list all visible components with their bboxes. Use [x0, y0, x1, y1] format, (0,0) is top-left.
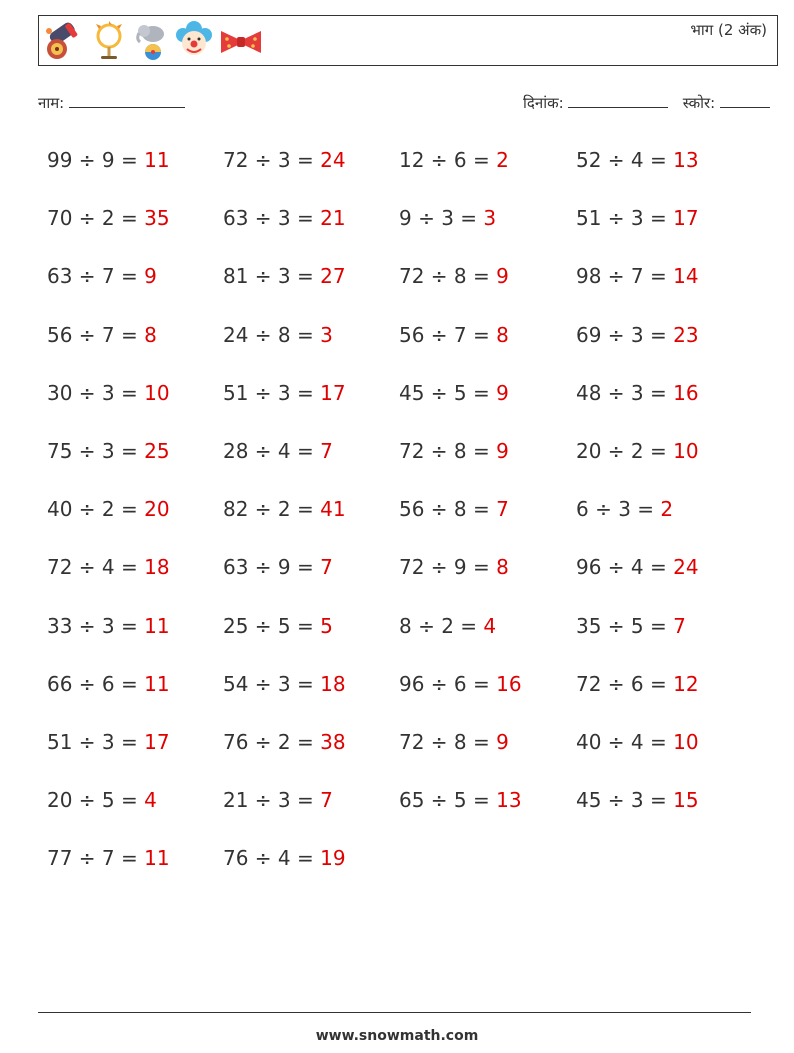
division-problem	[223, 780, 333, 820]
problem-question: 54 ÷ 3 =	[223, 671, 321, 696]
problem-question: 66 ÷ 6 =	[47, 671, 145, 696]
division-problem	[399, 780, 522, 820]
problem-answer: 7	[320, 788, 333, 813]
worksheet-header	[38, 15, 778, 66]
problem-question: 30 ÷ 3 =	[47, 380, 145, 405]
problem-answer: 25	[144, 438, 170, 463]
problem-row	[0, 606, 794, 664]
problem-question: 21 ÷ 3 =	[223, 788, 321, 813]
problem-answer: 16	[673, 380, 699, 405]
score-label: स्कोर:	[682, 94, 716, 112]
problem-answer: 11	[144, 148, 170, 172]
problem-answer: 10	[144, 380, 170, 405]
problem-question: 51 ÷ 3 =	[47, 729, 145, 754]
problem-question: 72 ÷ 8 =	[399, 729, 497, 754]
problem-question: 45 ÷ 3 =	[576, 788, 674, 813]
problem-row	[0, 722, 794, 780]
problem-answer: 24	[320, 148, 346, 172]
problem-question: 48 ÷ 3 =	[576, 380, 674, 405]
division-problem	[47, 664, 170, 704]
problem-question: 76 ÷ 4 =	[223, 846, 321, 871]
division-problem	[47, 489, 170, 529]
problem-answer: 21	[320, 206, 346, 231]
division-problem	[47, 256, 157, 296]
division-problem	[223, 256, 346, 296]
problem-question: 35 ÷ 5 =	[576, 613, 674, 638]
division-problem	[47, 547, 170, 587]
problem-answer: 18	[144, 555, 170, 580]
problem-answer: 9	[496, 380, 509, 405]
division-problem	[576, 489, 673, 529]
division-problem	[399, 256, 509, 296]
problem-question: 28 ÷ 4 =	[223, 438, 321, 463]
problem-question: 51 ÷ 3 =	[576, 206, 674, 231]
problem-answer: 18	[320, 671, 346, 696]
problem-question: 56 ÷ 7 =	[399, 322, 497, 347]
bow-tie-icon	[219, 21, 263, 61]
problem-question: 98 ÷ 7 =	[576, 264, 674, 289]
problem-row	[0, 140, 794, 198]
problem-question: 33 ÷ 3 =	[47, 613, 145, 638]
division-problem	[47, 838, 170, 878]
problem-answer: 7	[673, 613, 686, 638]
division-problem	[576, 780, 699, 820]
problem-question: 96 ÷ 6 =	[399, 671, 497, 696]
problem-row	[0, 489, 794, 547]
problem-answer: 9	[144, 264, 157, 289]
date-score-fields	[523, 93, 770, 113]
problem-answer: 2	[660, 497, 674, 522]
problem-question: 20 ÷ 2 =	[576, 438, 674, 463]
division-problem	[576, 547, 699, 587]
problem-question: 56 ÷ 7 =	[47, 322, 145, 347]
elephant-on-ball-icon	[133, 21, 169, 61]
division-problem	[223, 547, 333, 587]
problem-row	[0, 838, 794, 896]
problem-question: 40 ÷ 2 =	[47, 497, 145, 522]
problem-question: 72 ÷ 6 =	[576, 671, 674, 696]
division-problem	[576, 606, 686, 646]
division-problem	[576, 431, 699, 471]
problem-row	[0, 664, 794, 722]
problem-answer: 10	[673, 438, 699, 463]
problem-answer: 24	[673, 555, 699, 580]
problem-question: 63 ÷ 3 =	[223, 206, 321, 231]
problem-question: 45 ÷ 5 =	[399, 380, 497, 405]
problem-answer: 10	[673, 729, 699, 754]
problem-answer: 41	[320, 497, 346, 522]
problem-answer: 23	[673, 322, 699, 347]
problem-question: 72 ÷ 9 =	[399, 555, 497, 580]
problem-answer: 13	[673, 148, 699, 172]
worksheet-title: भाग (2 अंक)	[690, 21, 767, 39]
problem-row	[0, 547, 794, 605]
problem-row	[0, 256, 794, 314]
division-problem	[47, 780, 157, 820]
problem-question: 25 ÷ 5 =	[223, 613, 321, 638]
problem-answer: 7	[320, 438, 333, 463]
division-problem	[47, 373, 170, 413]
problem-question: 12 ÷ 6 =	[399, 148, 497, 172]
problem-question: 82 ÷ 2 =	[223, 497, 321, 522]
problem-question: 56 ÷ 8 =	[399, 497, 497, 522]
division-problem	[399, 315, 509, 355]
problem-answer: 11	[144, 671, 170, 696]
problem-question: 63 ÷ 9 =	[223, 555, 321, 580]
division-problem	[576, 140, 699, 180]
division-problem	[576, 373, 699, 413]
division-problem	[47, 198, 170, 238]
problem-question: 75 ÷ 3 =	[47, 438, 145, 463]
problem-answer: 17	[673, 206, 699, 231]
name-label: नाम:	[38, 94, 65, 112]
division-problem	[47, 140, 170, 180]
problem-answer: 2	[496, 148, 509, 172]
problem-answer: 9	[496, 264, 509, 289]
problem-answer: 27	[320, 264, 346, 289]
problem-question: 6 ÷ 3 =	[576, 497, 661, 522]
division-problem	[47, 431, 170, 471]
date-label: दिनांक:	[523, 94, 564, 112]
problem-question: 81 ÷ 3 =	[223, 264, 321, 289]
division-problem	[399, 373, 509, 413]
problem-row	[0, 780, 794, 838]
division-problem	[399, 664, 522, 704]
problem-answer: 7	[496, 497, 509, 522]
problem-question: 65 ÷ 5 =	[399, 788, 497, 813]
problem-question: 9 ÷ 3 =	[399, 206, 484, 231]
division-problem	[223, 606, 333, 646]
problem-answer: 11	[144, 846, 170, 871]
problem-answer: 4	[483, 613, 497, 638]
division-problem	[223, 722, 346, 762]
problem-answer: 14	[673, 264, 699, 289]
division-problem	[47, 315, 157, 355]
problem-answer: 5	[320, 613, 333, 638]
problem-answer: 35	[144, 206, 170, 231]
problem-answer: 19	[320, 846, 346, 871]
problem-answer: 7	[320, 555, 333, 580]
problem-answer: 16	[496, 671, 522, 696]
problem-question: 70 ÷ 2 =	[47, 206, 145, 231]
problem-answer: 17	[320, 380, 346, 405]
division-problem	[399, 606, 496, 646]
problem-answer: 38	[320, 729, 346, 754]
cannon-icon	[43, 21, 85, 61]
problem-answer: 15	[673, 788, 699, 813]
division-problem	[399, 431, 509, 471]
footer-divider	[38, 1012, 751, 1013]
division-problem	[399, 140, 509, 180]
problem-question: 72 ÷ 8 =	[399, 438, 497, 463]
problem-question: 63 ÷ 7 =	[47, 264, 145, 289]
problem-question: 72 ÷ 4 =	[47, 555, 145, 580]
problem-question: 99 ÷ 9 =	[47, 148, 145, 172]
problem-answer: 8	[496, 555, 509, 580]
problem-answer: 17	[144, 729, 170, 754]
problem-question: 69 ÷ 3 =	[576, 322, 674, 347]
score-blank[interactable]	[720, 93, 770, 108]
division-problem	[223, 838, 346, 878]
problem-question: 72 ÷ 8 =	[399, 264, 497, 289]
problem-question: 8 ÷ 2 =	[399, 613, 484, 638]
division-problem	[223, 431, 333, 471]
problem-question: 72 ÷ 3 =	[223, 148, 321, 172]
problem-answer: 8	[144, 322, 157, 347]
division-problem	[223, 315, 333, 355]
footer-url: www.snowmath.com	[315, 1028, 479, 1044]
problem-answer: 12	[673, 671, 699, 696]
division-problem	[223, 198, 346, 238]
division-problem	[47, 606, 170, 646]
division-problem	[223, 373, 346, 413]
problem-question: 24 ÷ 8 =	[223, 322, 321, 347]
problem-grid	[0, 140, 794, 896]
problem-answer: 3	[320, 322, 333, 347]
problem-answer: 11	[144, 613, 170, 638]
problem-question: 52 ÷ 4 =	[576, 148, 674, 172]
problem-row	[0, 198, 794, 256]
division-problem	[223, 140, 346, 180]
problem-answer: 20	[144, 497, 170, 522]
problem-answer: 9	[496, 729, 509, 754]
problem-row	[0, 315, 794, 373]
problem-question: 51 ÷ 3 =	[223, 380, 321, 405]
problem-row	[0, 373, 794, 431]
division-problem	[576, 256, 699, 296]
division-problem	[399, 489, 509, 529]
problem-question: 77 ÷ 7 =	[47, 846, 145, 871]
ring-of-fire-icon	[91, 21, 127, 61]
problem-row	[0, 431, 794, 489]
division-problem	[576, 722, 699, 762]
division-problem	[399, 198, 496, 238]
division-problem	[576, 315, 699, 355]
problem-answer: 9	[496, 438, 509, 463]
division-problem	[223, 489, 346, 529]
name-blank[interactable]	[69, 93, 185, 108]
problem-question: 96 ÷ 4 =	[576, 555, 674, 580]
problem-question: 20 ÷ 5 =	[47, 788, 145, 813]
problem-answer: 4	[144, 788, 157, 813]
name-field	[38, 93, 185, 113]
problem-answer: 8	[496, 322, 509, 347]
header-icons	[43, 20, 263, 62]
division-problem	[47, 722, 170, 762]
division-problem	[399, 547, 509, 587]
problem-question: 76 ÷ 2 =	[223, 729, 321, 754]
division-problem	[576, 198, 699, 238]
clown-face-icon	[175, 21, 213, 61]
division-problem	[399, 722, 509, 762]
problem-question: 40 ÷ 4 =	[576, 729, 674, 754]
date-blank[interactable]	[568, 93, 668, 108]
problem-answer: 3	[483, 206, 497, 231]
division-problem	[576, 664, 699, 704]
division-problem	[223, 664, 346, 704]
problem-answer: 13	[496, 788, 522, 813]
